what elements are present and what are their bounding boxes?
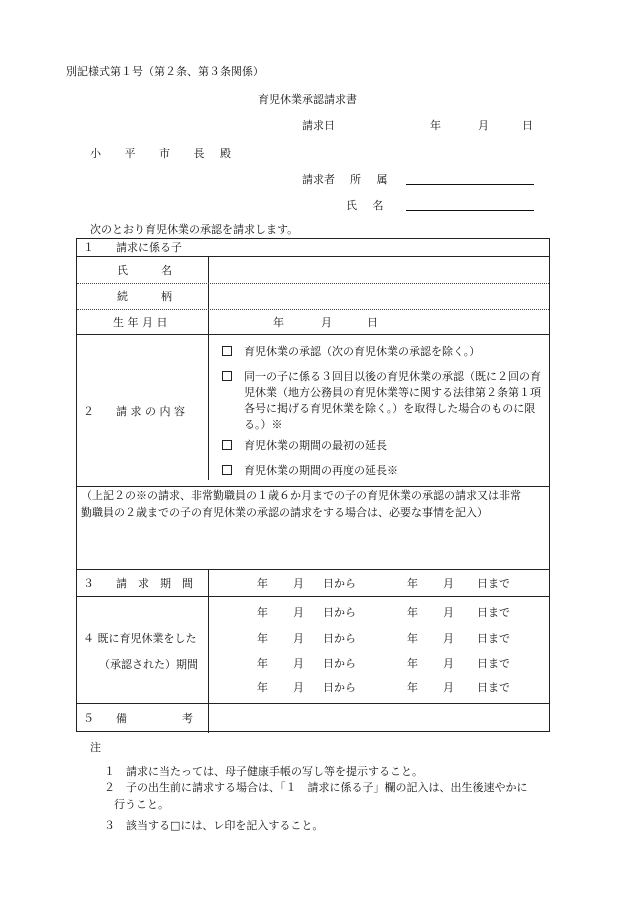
option-second-extension-label: 育児休業の期間の再度の延長※ xyxy=(244,464,398,477)
requester-prefix: 請求者 xyxy=(302,173,335,186)
option-approval-checkbox[interactable] xyxy=(222,346,232,356)
document-title: 育児休業承認請求書 xyxy=(258,93,357,106)
note-item-2: ２ 子の出生前に請求する場合は、「１ 請求に係る子」欄の記入は、出生後速やかに xyxy=(104,781,528,794)
option-first-extension xyxy=(222,438,542,454)
birth-day: 日 xyxy=(367,316,378,329)
option-third-approval-label: 同一の子に係る３回目以後の育児休業の承認（既に２回の育児休業（地方公務員の育児休業等に関する法律第２条第１項各号に掲げる育児休業を除く。）を取得した場合のものに限る。）※ xyxy=(244,370,541,431)
reason-field[interactable] xyxy=(79,524,547,567)
notes-title: 注 xyxy=(90,741,101,754)
affiliation-field[interactable] xyxy=(406,184,534,185)
option-approval-label: 育児休業の承認（次の育児休業の承認を除く。） xyxy=(244,345,481,358)
past-period-row: 年 月 日から 年 月 日まで xyxy=(257,657,510,670)
note-item-2-cont: 行うこと。 xyxy=(114,798,169,811)
option-third-approval-checkbox[interactable] xyxy=(222,371,232,381)
addressee-name: 小 平 市 長 xyxy=(90,147,215,160)
name-label: 氏 名 xyxy=(346,199,390,212)
note-item-3: ３ 該当する□には、レ印を記入すること。 xyxy=(104,819,324,832)
past-period-row: 年 月 日から 年 月 日まで xyxy=(257,606,510,619)
request-date-day: 日 xyxy=(522,119,533,132)
option-third-approval xyxy=(222,369,542,433)
remarks-field[interactable] xyxy=(209,704,549,732)
section4-heading-line1: ４ 既に育児休業をした xyxy=(83,632,197,645)
section3-heading: ３ 請 求 期 間 xyxy=(83,577,193,590)
request-date-label: 請求日 xyxy=(302,119,335,132)
request-period-row: 年 月 日から 年 月 日まで xyxy=(257,577,510,590)
request-form-table xyxy=(76,238,550,732)
requester-name-field[interactable] xyxy=(406,210,534,211)
birth-year: 年 xyxy=(273,316,284,329)
request-date-year: 年 xyxy=(430,119,441,132)
reason-note-line1: （上記２の※の請求、非常勤職員の１歳６か月までの子の育児休業の承認の請求又は非常 xyxy=(81,489,521,502)
note-item-1: １ 請求に当たっては、母子健康手帳の写し等を提示すること。 xyxy=(104,765,423,778)
past-period-row: 年 月 日から 年 月 日まで xyxy=(257,681,510,694)
affiliation-label: 所 属 xyxy=(350,173,394,186)
child-relation-label: 続 柄 xyxy=(117,290,172,303)
section5-heading: ５ 備 考 xyxy=(83,712,193,725)
intro-text: 次のとおり育児休業の承認を請求します。 xyxy=(90,223,299,236)
addressee-honorific: 殿 xyxy=(220,147,231,160)
child-name-label: 氏 名 xyxy=(117,264,172,277)
reason-note-line2: 勤職員の２歳までの子の育児休業の承認の請求をする場合は、必要な事情を記入） xyxy=(81,506,488,519)
option-approval xyxy=(222,344,542,360)
option-first-extension-checkbox[interactable] xyxy=(222,440,232,450)
child-relation-field[interactable] xyxy=(209,284,549,309)
child-birth-label: 生 年 月 日 xyxy=(113,316,168,329)
request-date-month: 月 xyxy=(478,119,489,132)
past-period-row: 年 月 日から 年 月 日まで xyxy=(257,632,510,645)
birth-month: 月 xyxy=(321,316,332,329)
form-label: 別記様式第１号（第２条、第３条関係） xyxy=(66,65,264,78)
option-first-extension-label: 育児休業の期間の最初の延長 xyxy=(244,439,387,452)
section4-heading-line2: （承認された）期間 xyxy=(99,658,198,671)
section1-heading: １ 請求に係る子 xyxy=(83,241,182,254)
child-name-field[interactable] xyxy=(209,257,549,283)
option-second-extension-checkbox[interactable] xyxy=(222,465,232,475)
option-second-extension xyxy=(222,463,542,479)
section2-heading: ２ 請 求 の 内 容 xyxy=(83,405,185,418)
